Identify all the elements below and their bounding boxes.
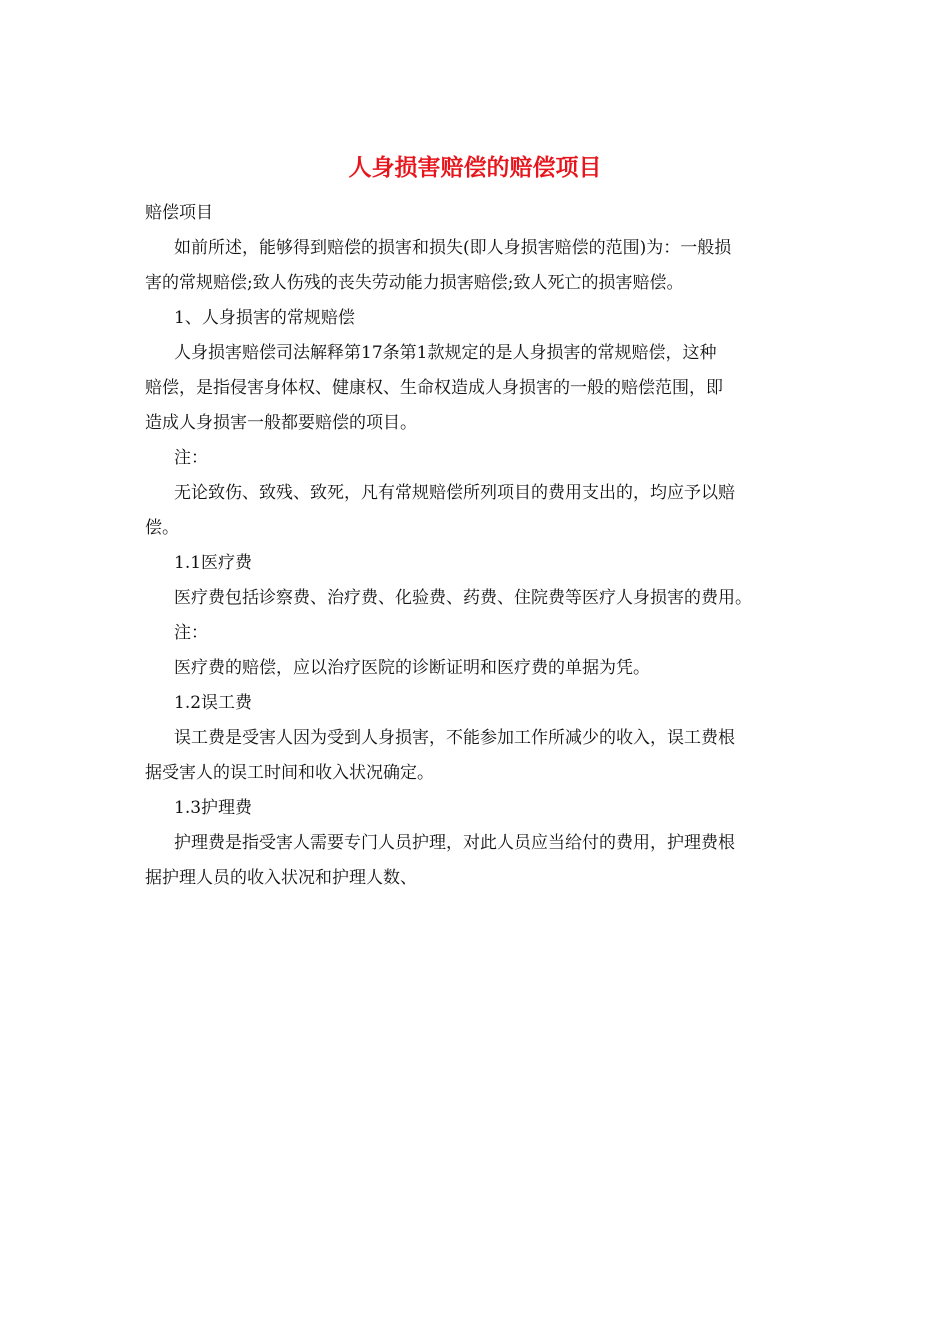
paragraph-line: 偿。: [145, 518, 179, 538]
paragraph-line: 据护理人员的收入状况和护理人数、: [145, 868, 417, 888]
paragraph-line: 据受害人的误工时间和收入状况确定。: [145, 763, 434, 783]
subsection-heading: 1.2误工费: [174, 693, 253, 713]
subsection-heading: 1.3护理费: [174, 798, 253, 818]
paragraph-line: 护理费是指受害人需要专门人员护理，对此人员应当给付的费用，护理费根: [174, 833, 735, 853]
paragraph-line: 造成人身损害一般都要赔偿的项目。: [145, 413, 417, 433]
note-label: 注：: [174, 623, 208, 643]
paragraph-line: 害的常规赔偿;致人伤残的丧失劳动能力损害赔偿;致人死亡的损害赔偿。: [145, 273, 684, 293]
paragraph-line: 无论致伤、致残、致死，凡有常规赔偿所列项目的费用支出的，均应予以赔: [174, 483, 735, 503]
document-body: [145, 196, 810, 896]
paragraph-line: 医疗费的赔偿，应以治疗医院的诊断证明和医疗费的单据为凭。: [174, 658, 650, 678]
paragraph-line: 误工费是受害人因为受到人身损害，不能参加工作所减少的收入，误工费根: [174, 728, 735, 748]
paragraph-line: 如前所述，能够得到赔偿的损害和损失(即人身损害赔偿的范围)为：一般损: [174, 238, 732, 258]
paragraph-line: 赔偿，是指侵害身体权、健康权、生命权造成人身损害的一般的赔偿范围，即: [145, 378, 723, 398]
subsection-heading: 1、人身损害的常规赔偿: [174, 308, 355, 328]
paragraph-line: 医疗费包括诊察费、治疗费、化验费、药费、住院费等医疗人身损害的费用。: [174, 588, 752, 608]
document-title: 人身损害赔偿的赔偿项目: [348, 155, 602, 181]
paragraph-line: 人身损害赔偿司法解释第17条第1款规定的是人身损害的常规赔偿，这种: [174, 343, 717, 363]
note-label: 注：: [174, 448, 208, 468]
section-heading: 赔偿项目: [145, 203, 213, 223]
subsection-heading: 1.1医疗费: [174, 553, 253, 573]
